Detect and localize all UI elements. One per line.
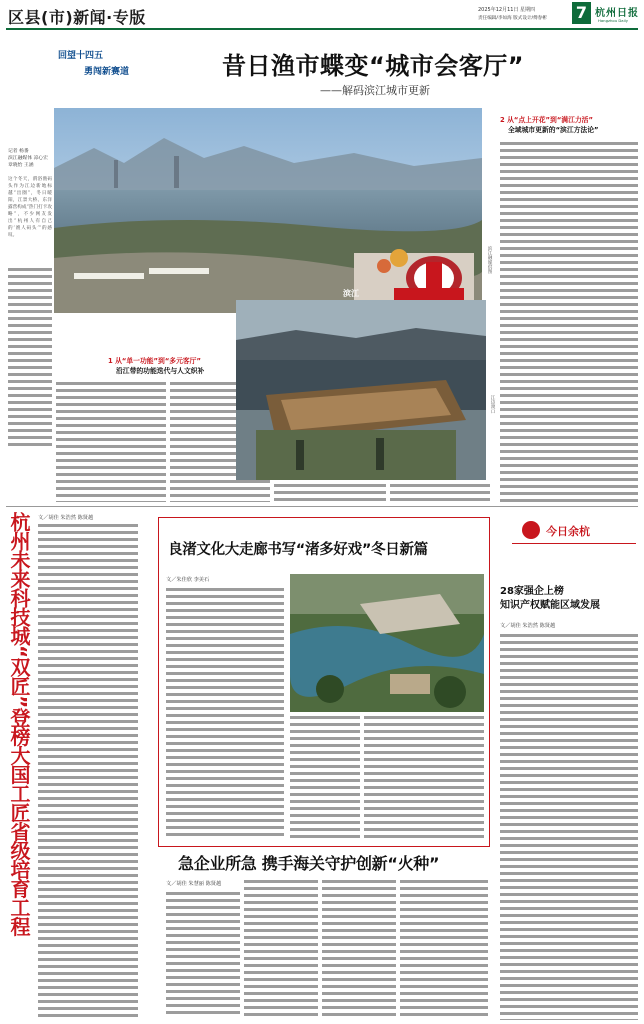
top-lead-paragraph: 这个冬天，渭浴渔码头作为江边新地标越“出圈”，冬日暖阳，江景大桥、东洋露营构成“热门打卡攻略”，不少网友发出“杭州人有自己的‘渔人码头’”的感叹。 — [8, 177, 52, 238]
park-aerial-photo — [290, 574, 484, 712]
paper-name-en: Hangzhou Daily — [598, 18, 628, 23]
left-story-body — [38, 524, 138, 1019]
top-headline: 昔日渔市蝶变“城市会客厅” — [222, 52, 525, 80]
waterfront-photo — [54, 108, 482, 313]
second-photo-caption: 江边渡口 — [490, 395, 495, 414]
right-story-byline: 文／胡佳 朱浩然 陈贤越 — [500, 623, 556, 629]
second-photo — [236, 300, 486, 480]
section-2-heading — [500, 114, 640, 134]
bottom-body-col-1 — [166, 892, 240, 1018]
banner-tag-line-1: 回望十四五 — [58, 51, 104, 61]
right-tag-badge — [512, 519, 636, 544]
top-body-col-1 — [56, 382, 166, 502]
seal-icon — [522, 521, 540, 539]
banner-tag-line-2: 勇闯新赛道 — [84, 67, 130, 77]
masthead-editor: 责任编辑/李如海 版式设计/傅春彬 — [478, 16, 547, 21]
page-number-badge — [572, 2, 591, 24]
paper-name-logo: 杭州日报 — [595, 8, 639, 19]
center-story-byline: 文／朱佳欣 李美石 — [166, 577, 210, 583]
masthead-rule — [6, 28, 638, 30]
top-subheadline: ——解码滨江城市更新 — [320, 84, 430, 97]
top-body-col-5 — [500, 142, 638, 504]
top-section-divider — [6, 506, 638, 507]
riverside-building-photo — [236, 300, 486, 480]
section-2-title-b: 全域城市更新的“滨江方法论” — [508, 126, 599, 134]
section-2-title-a: 从“点上开花”到“满江力活” — [507, 116, 593, 124]
left-story-byline: 文／胡佳 朱浩然 陈贤越 — [38, 515, 94, 521]
main-photo — [54, 108, 482, 313]
center-body-col-1 — [166, 588, 284, 838]
bottom-story-headline: 急企业所急 携手海关守护创新“火种” — [178, 854, 440, 873]
top-body-col-4 — [390, 484, 490, 502]
section-1-title-b: 沿江带的功能迭代与人文织补 — [116, 367, 205, 375]
masthead — [0, 0, 644, 30]
center-body-col-2 — [290, 716, 360, 838]
section-1-title-a: 从“单一功能”到“多元客厅” — [115, 357, 201, 365]
left-story-headline: 杭州未来科技城“双匠”登榜大国工匠省级培育工程 — [7, 512, 31, 936]
right-story-headline: 28家强企上榜 知识产权赋能区域发展 — [500, 586, 600, 611]
masthead-section-title: 区县(市)新闻·专版 — [8, 8, 146, 27]
section-2-number: 2 — [500, 116, 505, 124]
right-tag-text: 今日余杭 — [546, 525, 590, 538]
right-story-body — [500, 634, 638, 1020]
section-1-number: 1 — [108, 357, 113, 365]
bottom-body-col-2 — [244, 880, 318, 1018]
center-story-headline: 良渚文化大走廊书写“渚多好戏”冬日新篇 — [168, 542, 428, 558]
banner-tag — [58, 48, 150, 80]
center-body-col-3 — [364, 716, 484, 838]
center-photo — [290, 574, 484, 712]
bottom-body-col-4 — [400, 880, 488, 1018]
photo-caption: 滨江融媒供图 — [487, 246, 492, 274]
page-number: 7 — [575, 3, 588, 22]
bottom-story-byline: 文／胡佳 朱慧丽 陈贤越 — [166, 881, 222, 887]
masthead-date: 2025年12月11日 星期四 — [478, 7, 536, 13]
top-body-col-0 — [8, 268, 52, 448]
bottom-body-col-3 — [322, 880, 396, 1018]
top-byline: 记者 杨番 滨江融媒体 凉心宏 章晓怡 王涵 — [8, 149, 48, 168]
top-body-col-3 — [274, 484, 386, 502]
sign-text: 滨江 — [343, 289, 359, 298]
